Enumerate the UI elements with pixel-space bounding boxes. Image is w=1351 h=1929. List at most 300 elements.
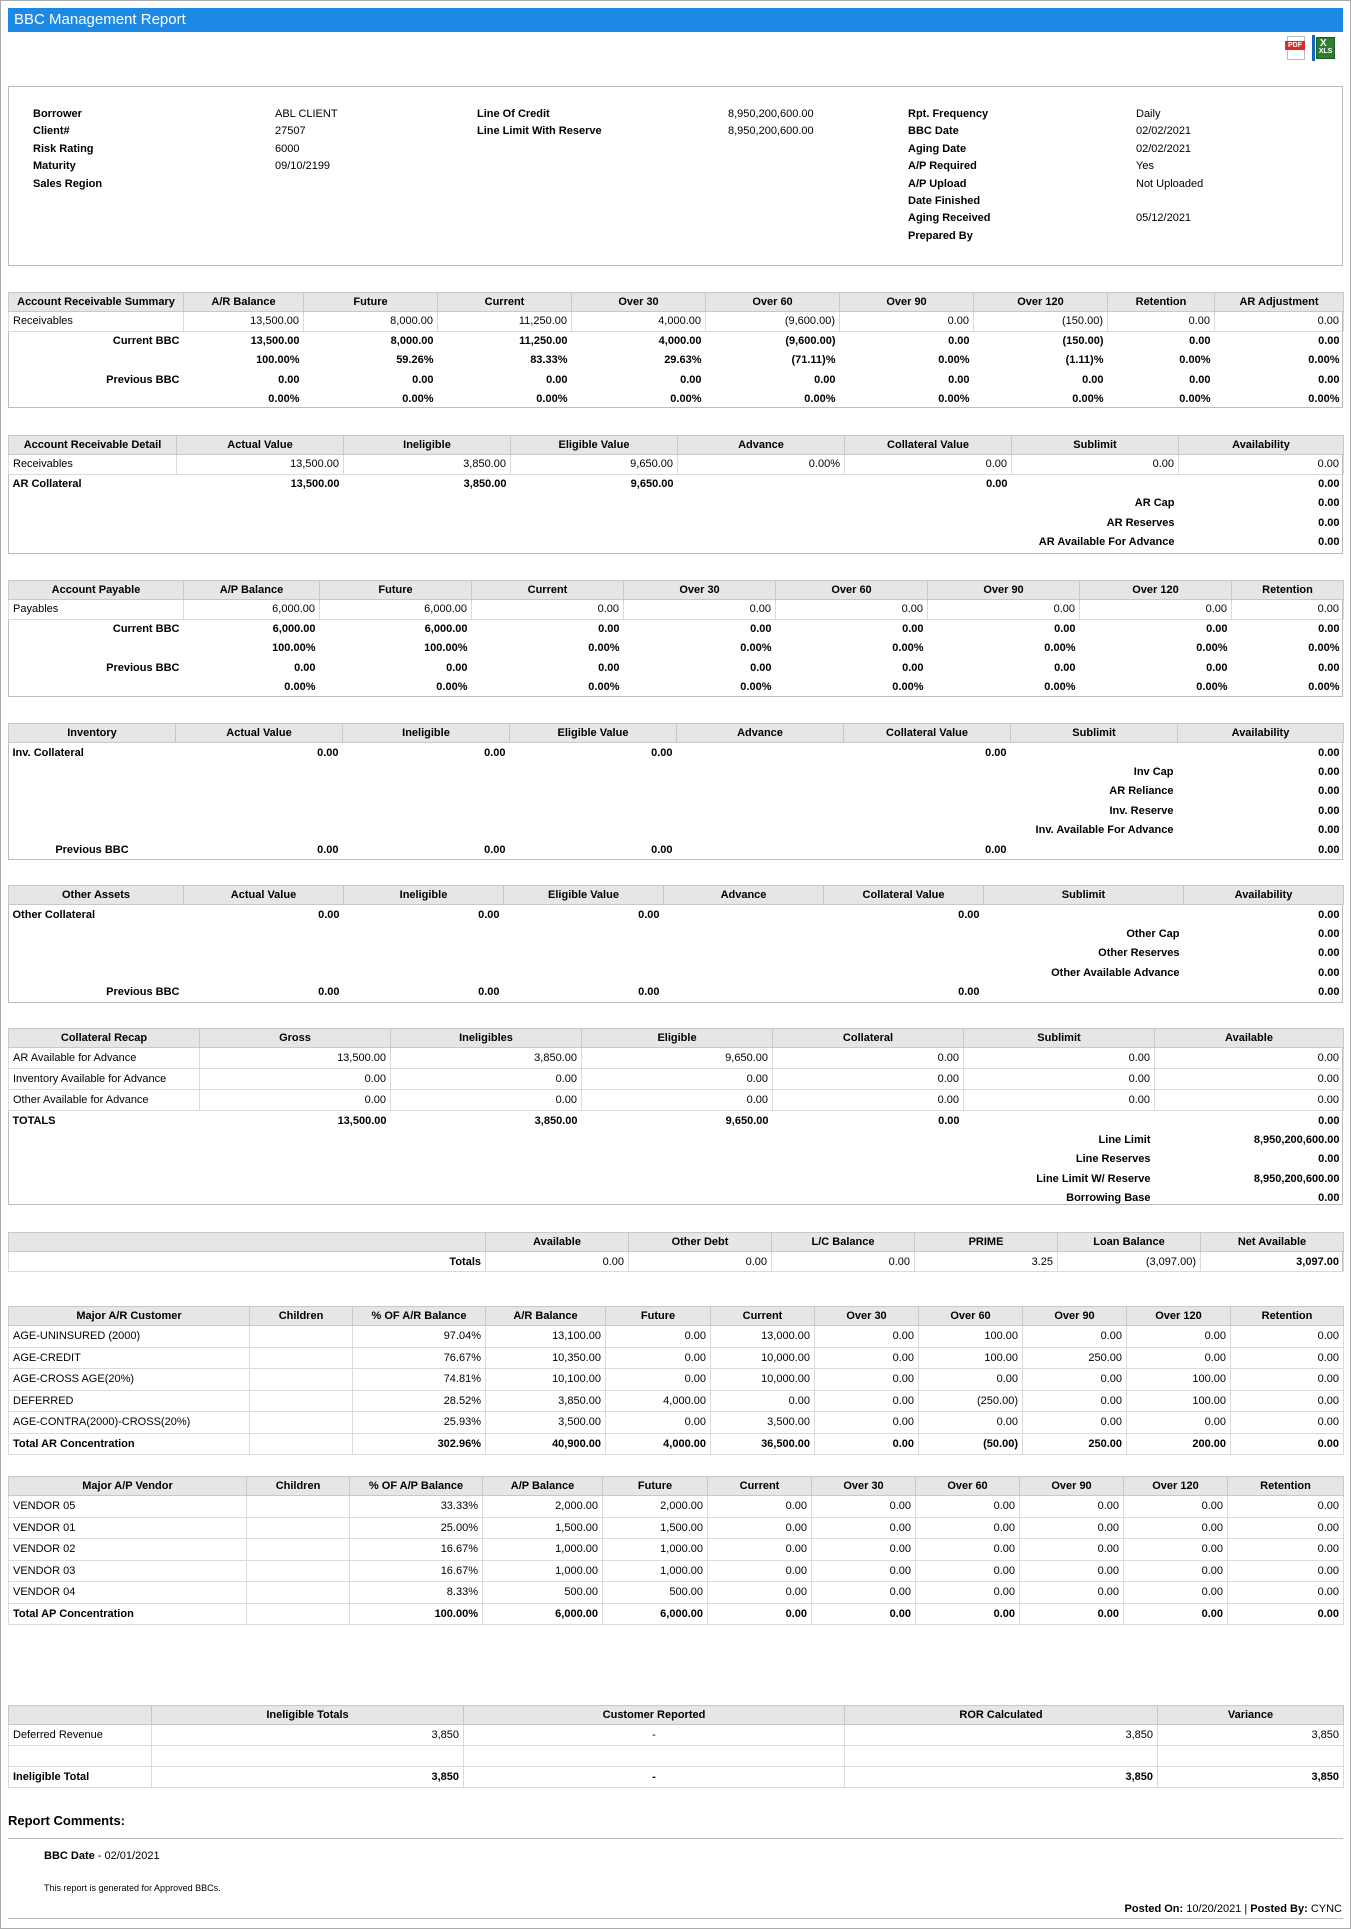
table-cell: 100.00	[1127, 1369, 1231, 1391]
other-assets-header: Ineligible	[344, 886, 504, 905]
other-assets-table	[8, 885, 1344, 1002]
table-cell: (250.00)	[919, 1390, 1023, 1412]
table-cell: 0.00%	[268, 393, 300, 406]
table-cell: -	[464, 1767, 845, 1788]
table-cell: 4,000.00	[572, 312, 706, 332]
table-cell: 0.00	[1231, 1390, 1344, 1412]
table-cell: 6,000.00	[184, 600, 320, 620]
totals-header: L/C Balance	[772, 1233, 915, 1252]
table-row	[9, 1496, 1344, 1518]
table-cell: 4,000.00	[658, 335, 702, 347]
ineligible-header: Customer Reported	[464, 1706, 845, 1725]
info-value: 05/12/2021	[1136, 212, 1192, 225]
other-assets-header: Collateral Value	[824, 886, 984, 905]
table-cell: 302.96%	[353, 1433, 486, 1455]
excel-x-glyph: X	[1320, 38, 1327, 49]
header-row	[9, 724, 1344, 743]
table-row	[9, 840, 1344, 860]
table-cell: 0.00	[478, 986, 500, 999]
table-cell: -	[464, 1725, 845, 1746]
table-cell: 0.00	[916, 1582, 1020, 1604]
other-assets-header: Eligible Value	[504, 886, 664, 905]
table-cell: 0.00	[1124, 1582, 1228, 1604]
table-cell	[247, 1496, 350, 1518]
info-value: Daily	[1136, 108, 1161, 120]
table-cell: 3,097.00	[1201, 1252, 1344, 1272]
summary-value: 0.00	[1318, 536, 1340, 549]
header-row	[9, 581, 1344, 600]
table-cell: 16.67%	[350, 1539, 483, 1561]
table-cell: 0.00	[1124, 1517, 1228, 1539]
table-cell: 0.00	[948, 373, 970, 386]
table-cell: 3,500.00	[486, 1412, 606, 1434]
header-row	[9, 886, 1344, 905]
table-cell: 3,850	[152, 1725, 464, 1746]
ar-detail-header: Sublimit	[1012, 436, 1179, 455]
table-cell: 250.00	[1023, 1347, 1127, 1369]
info-col2-labels	[477, 106, 602, 141]
table-row	[9, 600, 1344, 620]
summary-row	[9, 924, 1344, 944]
ap-header: Retention	[1232, 581, 1344, 600]
table-cell: 0.00%	[892, 642, 924, 655]
table-cell: 0.00	[606, 1347, 711, 1369]
table-cell	[9, 639, 184, 659]
table-row	[9, 331, 1344, 351]
table-cell: 0.00	[624, 600, 776, 620]
table-cell: 25.00%	[350, 1517, 483, 1539]
table-row	[9, 1090, 1344, 1111]
table-cell: 3,850	[845, 1725, 1158, 1746]
ar-summary-header: Over 60	[706, 293, 840, 312]
table-cell: 0.00	[845, 455, 1012, 475]
table-cell: Deferred Revenue	[9, 1725, 152, 1746]
summary-value: 8,950,200,600.00	[1253, 1133, 1340, 1146]
summary-label: AR Reliance	[1109, 785, 1174, 798]
summary-label: Line Limit	[1098, 1133, 1151, 1146]
table-cell: 100.00%	[350, 1603, 483, 1625]
header-row	[9, 436, 1344, 455]
major-ar-header: Future	[606, 1307, 711, 1326]
table-cell: 0.00	[1127, 1326, 1231, 1348]
table-cell: 0.00	[812, 1539, 916, 1561]
table-cell: 0.00	[484, 843, 506, 856]
table-cell: 0.00%	[938, 393, 970, 406]
summary-label: Other Available Advance	[1051, 966, 1180, 979]
table-cell: (50.00)	[919, 1433, 1023, 1455]
table-cell	[1012, 474, 1179, 494]
info-value: Yes	[1136, 160, 1154, 173]
table-cell: 0.00	[815, 1326, 919, 1348]
table-row	[9, 1539, 1344, 1561]
table-cell: Receivables	[9, 455, 177, 475]
collateral-recap-header: Gross	[200, 1029, 391, 1048]
table-row	[9, 1347, 1344, 1369]
table-row	[9, 370, 1344, 390]
table-cell: 0.00	[708, 1560, 812, 1582]
table-cell: 13,500.00	[184, 312, 304, 332]
pdf-label: PDF	[1285, 41, 1305, 50]
excel-export-icon[interactable]	[1312, 35, 1336, 61]
table-cell: 0.00	[1206, 623, 1228, 635]
header-row	[9, 1706, 1344, 1725]
table-row	[9, 1560, 1344, 1582]
table-cell: 0.00	[598, 623, 620, 635]
table-cell: 0.00	[1020, 1603, 1124, 1625]
summary-row	[9, 1189, 1344, 1209]
table-cell	[678, 474, 845, 494]
ineligible-header	[9, 1706, 152, 1725]
table-cell: 59.26%	[396, 354, 434, 367]
table-cell: 0.00	[1189, 335, 1211, 347]
table-row	[9, 1326, 1344, 1348]
summary-row	[9, 1130, 1344, 1150]
table-cell: 0.00	[1189, 373, 1211, 386]
table-cell: 0.00%	[588, 642, 620, 655]
summary-row	[9, 801, 1344, 821]
comment-bbc-date	[44, 1850, 160, 1862]
posted-by-value: CYNC	[1310, 1903, 1342, 1915]
ar-summary-header: Account Receivable Summary	[9, 293, 184, 312]
table-cell: 0.00%	[1196, 642, 1228, 655]
ap-header: A/P Balance	[184, 581, 320, 600]
footer-divider	[8, 1918, 1343, 1919]
table-cell	[250, 1347, 353, 1369]
table-cell: 250.00	[1023, 1433, 1127, 1455]
info-value: 09/10/2199	[275, 160, 331, 173]
table-cell	[9, 1150, 964, 1170]
comment-text: This report is generated for Approved BBCs.	[44, 1883, 221, 1893]
info-label: Line Of Credit	[477, 108, 550, 120]
table-row	[9, 678, 1344, 698]
collateral-recap-header: Eligible	[582, 1029, 773, 1048]
table-cell: 0.00	[815, 1369, 919, 1391]
major-ap-header: Retention	[1228, 1477, 1344, 1496]
table-cell: 0.00%	[588, 681, 620, 694]
summary-row	[9, 494, 1344, 514]
info-label: Risk Rating	[33, 142, 94, 155]
table-cell: 0.00	[708, 1582, 812, 1604]
table-cell: 0.00	[1231, 1369, 1344, 1391]
table-cell: 13,500.00	[337, 1114, 387, 1127]
table-cell: 3,500.00	[711, 1412, 815, 1434]
table-row	[9, 905, 1344, 925]
table-cell: 8,000.00	[304, 312, 438, 332]
table-row	[9, 1582, 1344, 1604]
table-cell: Current BBC	[112, 335, 180, 347]
table-cell: 0.00	[986, 478, 1008, 490]
table-cell: 0.00	[773, 1048, 964, 1069]
table-cell: 9,650.00	[630, 478, 674, 490]
table-cell: 0.00	[1020, 1496, 1124, 1518]
table-cell: 0.00	[916, 1603, 1020, 1625]
table-cell: 10,000.00	[711, 1347, 815, 1369]
collateral-recap-table	[8, 1028, 1344, 1208]
table-cell: 6,000.00	[483, 1603, 603, 1625]
table-cell: 0.00	[1318, 373, 1340, 386]
table-row	[9, 390, 1344, 410]
table-cell: 0.00	[1127, 1347, 1231, 1369]
table-cell	[250, 1326, 353, 1348]
table-cell: 0.00	[1023, 1412, 1127, 1434]
info-label: Sales Region	[33, 177, 103, 190]
table-cell: 10,100.00	[486, 1369, 606, 1391]
collateral-recap-header: Sublimit	[964, 1029, 1155, 1048]
info-value: 6000	[275, 142, 300, 155]
table-cell: 0.00	[294, 661, 316, 674]
table-cell: Inv. Collateral	[12, 746, 84, 759]
table-cell: (71.11)%	[791, 354, 836, 367]
summary-row	[9, 821, 1344, 841]
table-cell: (150.00)	[1062, 335, 1104, 347]
table-cell: 0.00	[902, 623, 924, 635]
summary-row	[9, 513, 1344, 533]
table-cell: 0.00	[606, 1326, 711, 1348]
table-cell: 0.00	[1318, 843, 1340, 856]
table-cell: 3,850	[1158, 1725, 1344, 1746]
summary-row	[9, 1169, 1344, 1189]
table-row	[9, 1069, 1344, 1090]
ineligible-header: Ineligible Totals	[152, 1706, 464, 1725]
ar-detail-header: Collateral Value	[845, 436, 1012, 455]
table-cell	[845, 1746, 1158, 1767]
table-cell: 0.00	[985, 746, 1007, 759]
table-cell: 0.00	[651, 843, 673, 856]
table-cell	[677, 743, 844, 763]
table-cell: 0.00	[1215, 312, 1344, 332]
table-cell: 13,000.00	[711, 1326, 815, 1348]
table-cell: 0.00	[629, 1252, 772, 1272]
major-ar-header: % OF A/R Balance	[353, 1307, 486, 1326]
major-ap-header: A/P Balance	[483, 1477, 603, 1496]
table-cell	[247, 1517, 350, 1539]
info-value: Not Uploaded	[1136, 177, 1204, 190]
header-row	[9, 1477, 1344, 1496]
info-value: 8,950,200,600.00	[728, 125, 814, 138]
table-cell: 0.00	[840, 312, 974, 332]
table-cell: 0.00	[391, 1069, 582, 1090]
table-cell: 0.00%	[1308, 393, 1340, 406]
table-cell: 0.00	[1318, 1114, 1340, 1127]
table-cell	[247, 1582, 350, 1604]
table-cell: 0.00%	[284, 681, 316, 694]
summary-label: Borrowing Base	[1066, 1192, 1151, 1205]
table-cell: 0.00	[1228, 1560, 1344, 1582]
ap-header: Account Payable	[9, 581, 184, 600]
table-cell: 3,850.00	[391, 1048, 582, 1069]
table-cell: 0.00	[812, 1582, 916, 1604]
table-cell: 0.00%	[1308, 642, 1340, 655]
table-cell: 3,850.00	[486, 1390, 606, 1412]
table-cell: 36,500.00	[711, 1433, 815, 1455]
table-cell: 9,650.00	[725, 1114, 769, 1127]
table-cell	[664, 905, 824, 925]
table-cell	[250, 1369, 353, 1391]
table-cell: 100.00	[1127, 1390, 1231, 1412]
major-ap-header: Over 60	[916, 1477, 1020, 1496]
table-row	[9, 312, 1344, 332]
inventory-header: Eligible Value	[510, 724, 677, 743]
table-row	[9, 1048, 1344, 1069]
header-row	[9, 293, 1344, 312]
info-label: Aging Date	[908, 142, 967, 155]
inventory-header: Availability	[1178, 724, 1344, 743]
table-cell: 1,000.00	[483, 1560, 603, 1582]
info-label: A/P Required	[908, 160, 977, 173]
table-cell: 0.00	[318, 986, 340, 999]
comment-bbc-value: - 02/01/2021	[94, 1850, 160, 1862]
table-cell	[984, 983, 1184, 1003]
table-cell: 3,850	[152, 1767, 464, 1788]
table-cell: VENDOR 02	[9, 1539, 247, 1561]
ap-header: Current	[472, 581, 624, 600]
table-cell: Previous BBC	[55, 843, 129, 856]
info-col1-labels	[33, 106, 102, 193]
table-cell: 13,500.00	[177, 455, 344, 475]
table-cell: 76.67%	[353, 1347, 486, 1369]
major-ap-vendor-table	[8, 1476, 1344, 1625]
collateral-recap-header: Collateral Recap	[9, 1029, 200, 1048]
posted-on-value: 10/20/2021	[1186, 1903, 1242, 1915]
major-ap-header: Future	[603, 1477, 708, 1496]
totals-header: Loan Balance	[1058, 1233, 1201, 1252]
table-row	[9, 455, 1344, 475]
header-row	[9, 1307, 1344, 1326]
major-ap-header: Children	[247, 1477, 350, 1496]
info-label: Date Finished	[908, 194, 981, 207]
table-row	[9, 1369, 1344, 1391]
summary-label: AR Cap	[1134, 497, 1175, 510]
major-ar-header: Children	[250, 1307, 353, 1326]
table-cell: 0.00	[638, 986, 660, 999]
summary-value: 8,950,200,600.00	[1253, 1172, 1340, 1185]
ap-header: Over 30	[624, 581, 776, 600]
table-cell: 0.00	[1124, 1603, 1228, 1625]
table-cell: 0.00	[902, 661, 924, 674]
ar-summary-header: Over 120	[974, 293, 1108, 312]
comments-divider	[8, 1838, 1343, 1839]
table-cell: 0.00	[919, 1412, 1023, 1434]
table-cell: 0.00%	[1308, 681, 1340, 694]
table-cell: 0.00	[1318, 623, 1340, 635]
table-row	[9, 1725, 1344, 1746]
table-cell: 0.00	[412, 373, 434, 386]
table-cell: 13,100.00	[486, 1326, 606, 1348]
ar-detail-header: Availability	[1179, 436, 1344, 455]
table-cell: 100.00	[919, 1347, 1023, 1369]
table-cell: 0.00	[1020, 1560, 1124, 1582]
table-cell: AR Collateral	[12, 478, 82, 490]
table-cell: 0.00	[1155, 1048, 1344, 1069]
table-row	[9, 658, 1344, 678]
info-label: Maturity	[33, 160, 76, 173]
other-assets-header: Availability	[1184, 886, 1344, 905]
table-cell: Previous BBC	[106, 986, 180, 999]
inventory-header: Advance	[677, 724, 844, 743]
table-cell: 0.00	[446, 661, 468, 674]
table-cell: 0.00%	[1179, 354, 1211, 367]
info-value	[275, 176, 338, 193]
collateral-recap-header: Collateral	[773, 1029, 964, 1048]
major-ap-header: Current	[708, 1477, 812, 1496]
ap-header: Over 60	[776, 581, 928, 600]
pdf-export-icon[interactable]	[1285, 35, 1309, 61]
table-cell: 0.00	[478, 908, 500, 921]
totals-header: Other Debt	[629, 1233, 772, 1252]
table-cell: 6,000.00	[272, 623, 316, 635]
table-cell: 100.00	[919, 1326, 1023, 1348]
table-cell: 0.00	[815, 1390, 919, 1412]
table-cell: 0.00	[964, 1090, 1155, 1111]
table-cell: 8,000.00	[390, 335, 434, 347]
table-cell: 2,000.00	[483, 1496, 603, 1518]
table-cell: (9,600.00)	[785, 335, 836, 347]
table-cell: 100.00%	[272, 642, 316, 655]
table-cell: 6,000.00	[320, 600, 472, 620]
table-cell: 25.93%	[353, 1412, 486, 1434]
major-ap-header: Major A/P Vendor	[9, 1477, 247, 1496]
posted-on-label: Posted On:	[1124, 1903, 1184, 1915]
table-cell: 0.00	[815, 1412, 919, 1434]
table-row	[9, 639, 1344, 659]
table-cell: 0.00	[916, 1496, 1020, 1518]
table-cell: Other Available for Advance	[9, 1090, 200, 1111]
table-cell: 11,250.00	[519, 335, 568, 347]
table-cell: 0.00	[1228, 1539, 1344, 1561]
table-cell	[9, 1189, 964, 1209]
table-cell: 29.63%	[664, 354, 702, 367]
summary-row	[9, 963, 1344, 983]
table-cell: 0.00	[1054, 661, 1076, 674]
major-ar-header: Major A/R Customer	[9, 1307, 250, 1326]
table-cell: 3,850.00	[463, 478, 507, 490]
summary-label: AR Available For Advance	[1038, 536, 1175, 549]
table-cell	[984, 905, 1184, 925]
table-cell: Payables	[9, 600, 184, 620]
info-label: Aging Received	[908, 212, 991, 225]
table-cell: 0.00	[1020, 1539, 1124, 1561]
table-cell: 3,850	[845, 1767, 1158, 1788]
totals-header: PRIME	[915, 1233, 1058, 1252]
table-cell: 0.00	[1080, 600, 1232, 620]
table-cell: AGE-UNINSURED (2000)	[9, 1326, 250, 1348]
table-cell: 0.00%	[1072, 393, 1104, 406]
info-label: A/P Upload	[908, 177, 967, 190]
ineligible-header: Variance	[1158, 1706, 1344, 1725]
table-cell: 0.00	[750, 661, 772, 674]
inventory-header: Sublimit	[1011, 724, 1178, 743]
ar-detail-header: Ineligible	[344, 436, 511, 455]
summary-value: 0.00	[1318, 516, 1340, 529]
table-cell: 200.00	[1127, 1433, 1231, 1455]
table-cell: 0.00	[812, 1603, 916, 1625]
table-cell: (9,600.00)	[706, 312, 840, 332]
table-cell: 0.00	[1023, 1369, 1127, 1391]
summary-label: AR Reserves	[1106, 516, 1175, 529]
table-cell: 0.00%	[892, 681, 924, 694]
table-cell: 1,000.00	[603, 1560, 708, 1582]
table-cell: 0.00	[1228, 1603, 1344, 1625]
major-ar-header: Retention	[1231, 1307, 1344, 1326]
table-cell: 0.00	[1232, 600, 1344, 620]
table-cell: 0.00%	[402, 393, 434, 406]
inventory-table	[8, 723, 1344, 860]
table-cell: 0.00	[1231, 1347, 1344, 1369]
table-cell: 0.00	[1318, 746, 1340, 759]
table-cell: 0.00%	[670, 393, 702, 406]
table-cell: 0.00	[708, 1603, 812, 1625]
table-cell: Previous BBC	[106, 373, 180, 386]
